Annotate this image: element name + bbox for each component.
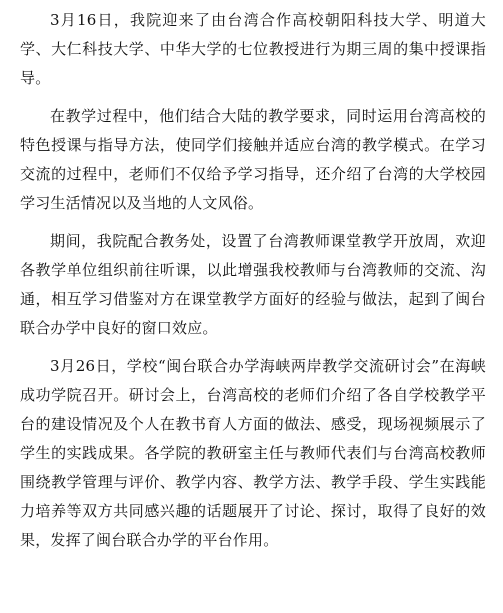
document-body <box>20 6 486 564</box>
paragraph: 3月26日，学校“闽台联合办学海峡两岸教学交流研讨会”在海峡成功学院召开。研讨会上，台湾高校的老师们介绍了各自学校教学平台的建设情况及个人在教书育人方面的做法、感受，现场视频展示了学生的实践成果。各学院的教研室主任与教师代表们与台湾高校教师围绕教学管理与评价、教学内容、教学方法、教学手段、学生实践能力培养等双方共同感兴趣的话题展开了讨论、探讨，取得了良好的效果，发挥了闽台联合办学的平台作用。 <box>20 357 486 549</box>
paragraph: 3月16日，我院迎来了由台湾合作高校朝阳科技大学、明道大学、大仁科技大学、中华大学的七位教授进行为期三周的集中授课指导。 <box>20 11 486 87</box>
paragraph: 在教学过程中，他们结合大陆的教学要求，同时运用台湾高校的特色授课与指导方法，使同学们接触并适应台湾的教学模式。在学习交流的过程中，老师们不仅给予学习指导，还介绍了台湾的大学校园学习生活情况以及当地的人文风俗。 <box>20 107 486 212</box>
paragraph: 期间，我院配合教务处，设置了台湾教师课堂教学开放周，欢迎各教学单位组织前往听课，以此增强我校教师与台湾教师的交流、沟通，相互学习借鉴对方在课堂教学方面好的经验与做法，起到了闽台联合办学中良好的窗口效应。 <box>20 232 486 337</box>
